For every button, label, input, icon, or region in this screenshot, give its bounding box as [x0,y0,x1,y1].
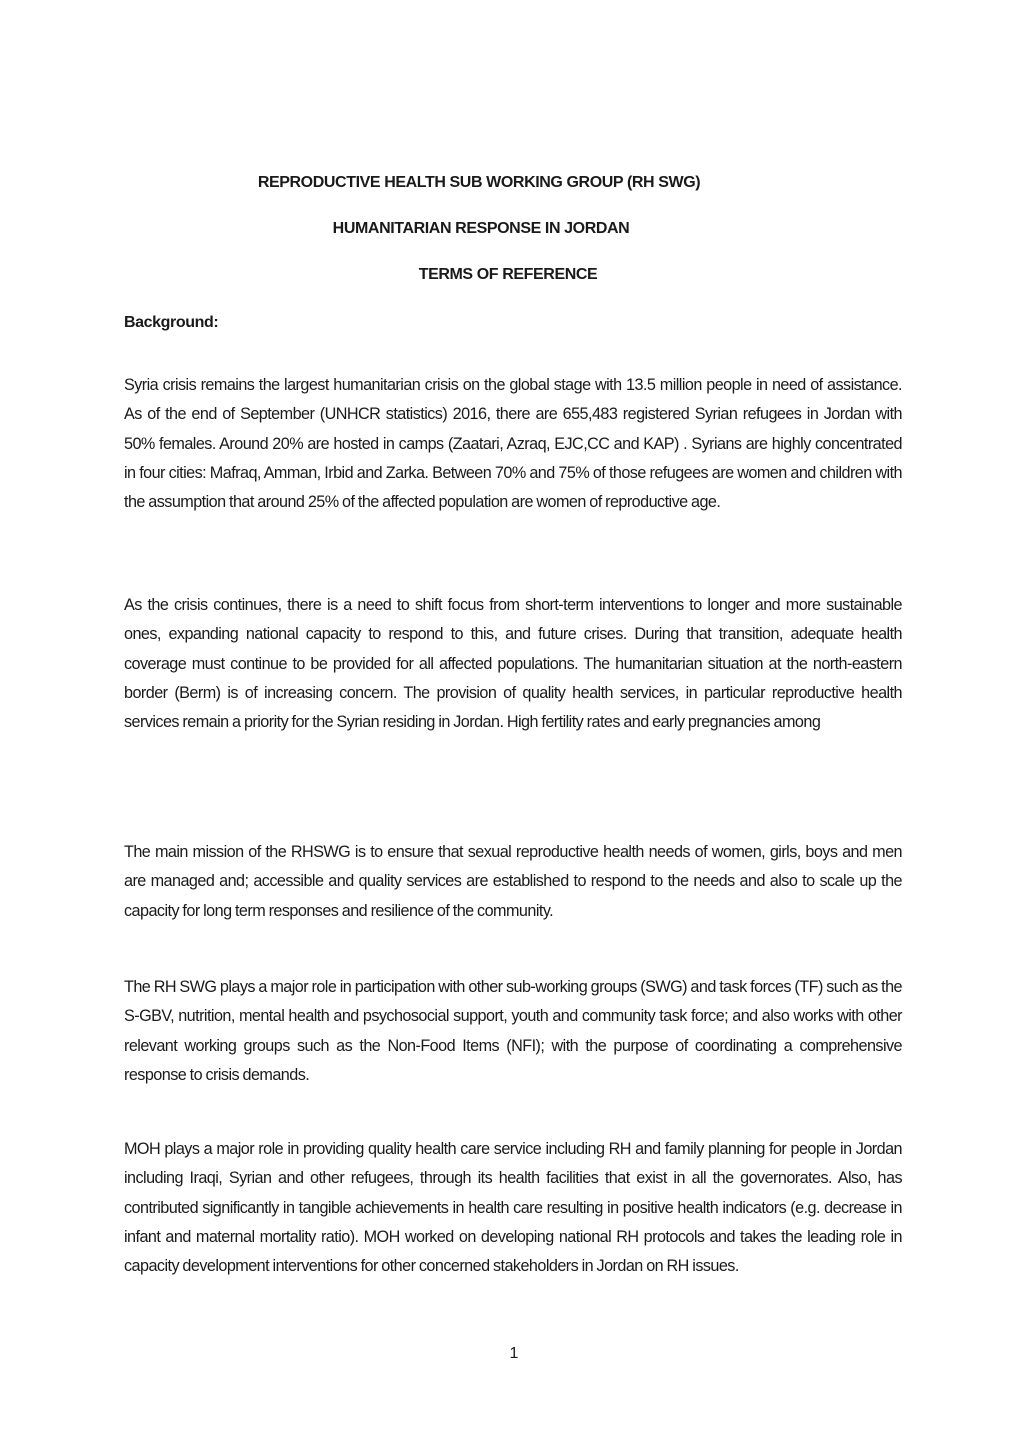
document-subtitle: HUMANITARIAN RESPONSE IN JORDAN [332,220,630,237]
page-number: 1 [509,1345,519,1362]
paragraph-main-mission: The main mission of the RHSWG is to ensure that sexual reproductive health needs of women, girls, boys and men are managed and; accessible and quality services are established to respond to the needs and also to scale up the capacity for long term responses and resilience of the community. [124,843,902,920]
paragraph-transition-focus: As the crisis continues, there is a need to shift focus from short-term interventions to longer and more sustainable ones, expanding national capacity to respond to this, and future crises. During that transition, adequate health coverage must continue to be provided for all affected populations. The humanitarian situation at the north-eastern border (Berm) is of increasing concern. The provision of quality health services, in particular reproductive health services remain a priority for the Syrian residing in Jordan. High fertility rates and early pregnancies among [124,596,902,731]
paragraph-crisis-overview: Syria crisis remains the largest humanitarian crisis on the global stage with 13.5 million people in need of assistance. As of the end of September (UNHCR statistics) 2016, there are 655,483 registered Syrian refugees in Jordan with 50% females. Around 20% are hosted in camps (Zaatari, Azraq, EJC,CC and KAP) . Syrians are highly concentrated in four cities: Mafraq, Amman, Irbid and Zarka. Between 70% and 75% of those refugees are women and children with the assumption that around 25% of the affected population are women of reproductive age. [124,376,902,511]
document-title: REPRODUCTIVE HEALTH SUB WORKING GROUP (RH SWG) [257,174,701,191]
paragraph-swg-role: The RH SWG plays a major role in participation with other sub-working groups (SWG) and task forces (TF) such as the S-GBV, nutrition, mental health and psychosocial support, youth and community task force; and also works with other relevant working groups such as the Non-Food Items (NFI); with the purpose of coordinating a comprehensive response to crisis demands. [124,978,902,1084]
paragraph-moh-role: MOH plays a major role in providing quality health care service including RH and family planning for people in Jordan including Iraqi, Syrian and other refugees, through its health facilities that exist in all the governorates. Also, has contributed significantly in tangible achievements in health care resulting in positive health indicators (e.g. decrease in infant and maternal mortality ratio). MOH worked on developing national RH protocols and takes the leading role in capacity development interventions for other concerned stakeholders in Jordan on RH issues. [124,1140,902,1275]
document-type-heading: TERMS OF REFERENCE [418,266,598,283]
section-heading-background: Background: [124,314,219,331]
